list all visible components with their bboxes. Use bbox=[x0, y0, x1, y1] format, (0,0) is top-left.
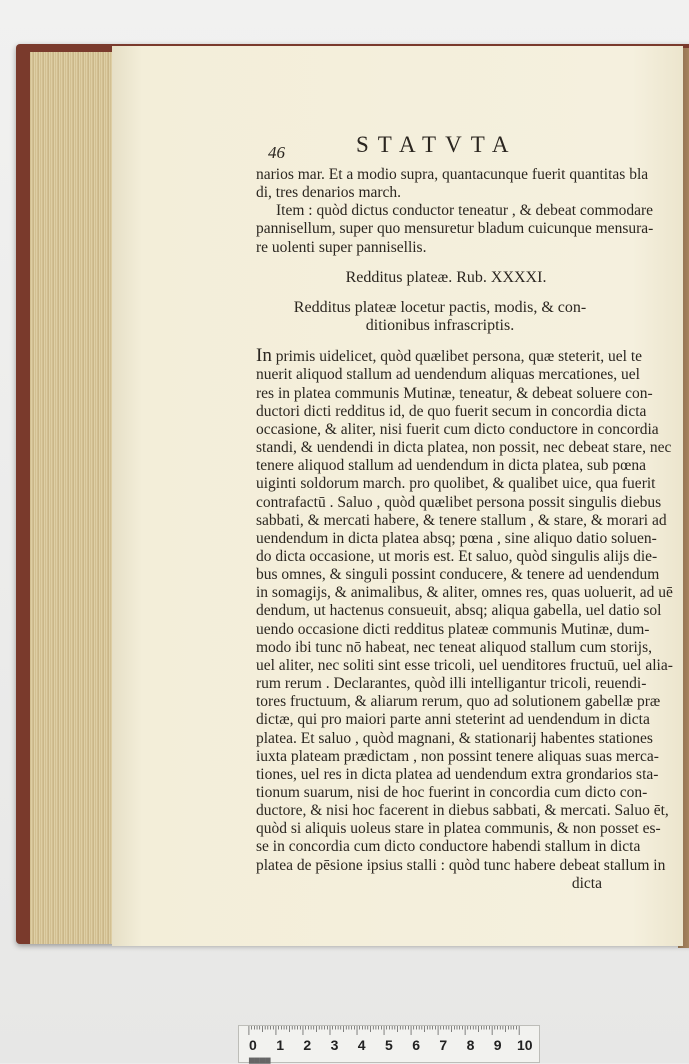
text-line: in somagijs, & animalibus, & aliter, omnes res, quas uoluerit, ad uē bbox=[256, 584, 673, 602]
ruler-number: 10 bbox=[517, 1037, 533, 1053]
body-first-line bbox=[256, 345, 643, 367]
item-paragraph bbox=[256, 202, 654, 256]
text-line: sabbati, & mercati habere, & tenere stallum , & stare, & morari ad bbox=[256, 511, 667, 529]
text-line: tenere aliquod stallum ad uendendum in dicta platea, sub pœna bbox=[256, 457, 646, 475]
text-line: uiginti soldorum march. pro quolibet, & qualibet uice, qua fuerit bbox=[256, 475, 656, 493]
text-line: dictæ, qui pro maiori parte anni steterint ad uendendum in dicta bbox=[256, 711, 650, 729]
running-head: STATVTA bbox=[356, 132, 518, 157]
ruler-number: 3 bbox=[330, 1037, 339, 1053]
initial-letter: In bbox=[256, 345, 272, 367]
text-line: narios mar. Et a modio supra, quantacunque fuerit quantitas bla bbox=[256, 166, 649, 183]
text-line: Item : quòd dictus conductor teneatur , & debeat commodare bbox=[276, 202, 654, 220]
text-line: se in concordia cum dicto conductore habendi stallum in dicta bbox=[256, 838, 641, 856]
text-line: uendendum in dicta platea absq; pœna , sine aliquo datio soluen- bbox=[256, 529, 657, 547]
text-line: Redditus plateæ locetur pactis, modis, & con- bbox=[293, 298, 587, 316]
page-edges bbox=[30, 52, 120, 944]
text-line: uel aliter, nec soliti sint esse tricoli, uel uenditores fructuū, uel alia- bbox=[256, 656, 673, 674]
ruler-number: 9 bbox=[493, 1037, 502, 1053]
text-line: do dicta occasione, ut moris est. Et saluo, quòd singulis alijs die- bbox=[256, 547, 658, 565]
text-line: di, tres denarios march. bbox=[256, 184, 402, 202]
top-lines bbox=[256, 166, 649, 202]
text-line: iuxta plateam prædictam , non possint tenere aliquas suas merca- bbox=[256, 747, 659, 765]
text-line: platea. Et saluo , quòd magnani, & stationarij habentes stationes bbox=[256, 729, 653, 747]
page-text-block bbox=[256, 132, 673, 893]
body-first-text: primis uidelicet, quòd quælibet persona, quæ steterit, uel te bbox=[271, 348, 643, 366]
ruler-number: 0 bbox=[249, 1037, 257, 1053]
text-line: modo ibi tunc nō habeat, nec teneat aliquod stallum cum storijs, bbox=[256, 638, 653, 656]
ruler-number: 7 bbox=[439, 1037, 448, 1053]
text-line: standi, & uendendi in dicta platea, non possit, nec debeat stare, nec bbox=[256, 439, 672, 457]
text-line: rum rerum . Declarantes, quòd illi intelligantur tricoli, reuendi- bbox=[256, 675, 647, 693]
text-line: occasione, & aliter, nisi fuerit cum dicto conductore in concordia bbox=[256, 420, 659, 438]
catchword: dicta bbox=[571, 874, 602, 892]
rubric-subtitle bbox=[256, 299, 616, 335]
text-line: bus omnes, & singuli possint conducere, & tenere ad uendendum bbox=[256, 566, 660, 584]
scale-ruler bbox=[238, 1025, 540, 1063]
ruler-number: 5 bbox=[385, 1037, 393, 1053]
ruler-number: 8 bbox=[466, 1037, 475, 1053]
body-paragraph bbox=[256, 366, 673, 874]
text-line: pannisellum, super quo mensuretur bladum cuicunque mensura- bbox=[256, 220, 654, 238]
text-line: platea de pēsione ipsius stalli : quòd tunc habere debeat stallum in bbox=[256, 856, 666, 874]
text-line: ductore, & nisi hoc facerent in diebus sabbati, & mercati. Saluo ēt, bbox=[256, 802, 669, 820]
text-line: ductori dicti redditus id, de quo fuerit secum in concordia dicta bbox=[256, 402, 647, 420]
text-line: quòd si aliquis uoleus stare in platea communis, & non posset es- bbox=[256, 820, 661, 838]
ruler-ticks bbox=[239, 1026, 539, 1036]
page-header bbox=[256, 132, 616, 166]
text-line: nuerit aliquod stallum ad uendendum aliquas mercationes, uel bbox=[256, 366, 640, 384]
text-line: uendo occasione dicti redditus plateæ communis Mutinæ, dum- bbox=[256, 620, 650, 638]
ruler-brand: ▆▆▆▆ bbox=[249, 1057, 271, 1064]
rubric-heading: Redditus plateæ. Rub. XXXXI. bbox=[345, 268, 547, 286]
ruler-number: 1 bbox=[276, 1037, 284, 1053]
text-line: contrafactū . Saluo , quòd quælibet persona possit singulis diebus bbox=[256, 493, 662, 511]
ruler-number: 4 bbox=[357, 1037, 366, 1053]
text-line: tiones, uel res in dicta platea ad uendendum extra grondarios sta- bbox=[256, 765, 659, 783]
page-number: 46 bbox=[268, 143, 285, 162]
text-line: tores fructuum, & aliarum rerum, quo ad solutionem gabellæ præ bbox=[256, 693, 661, 711]
text-line: tionum suarum, nisi de hoc fuerint in concordia cum dicto con- bbox=[256, 784, 648, 801]
text-line: ditionibus infrascriptis. bbox=[365, 317, 515, 335]
ruler-number: 2 bbox=[303, 1037, 312, 1053]
text-line: res in platea communis Mutinæ, teneatur, & debeat soluere con- bbox=[256, 384, 653, 402]
text-line: re uolenti super pannisellis. bbox=[256, 238, 427, 256]
text-line: dendum, ut hactenus consueuit, absq; aliqua gabella, uel datio sol bbox=[256, 602, 662, 620]
ruler-number: 6 bbox=[412, 1037, 420, 1053]
